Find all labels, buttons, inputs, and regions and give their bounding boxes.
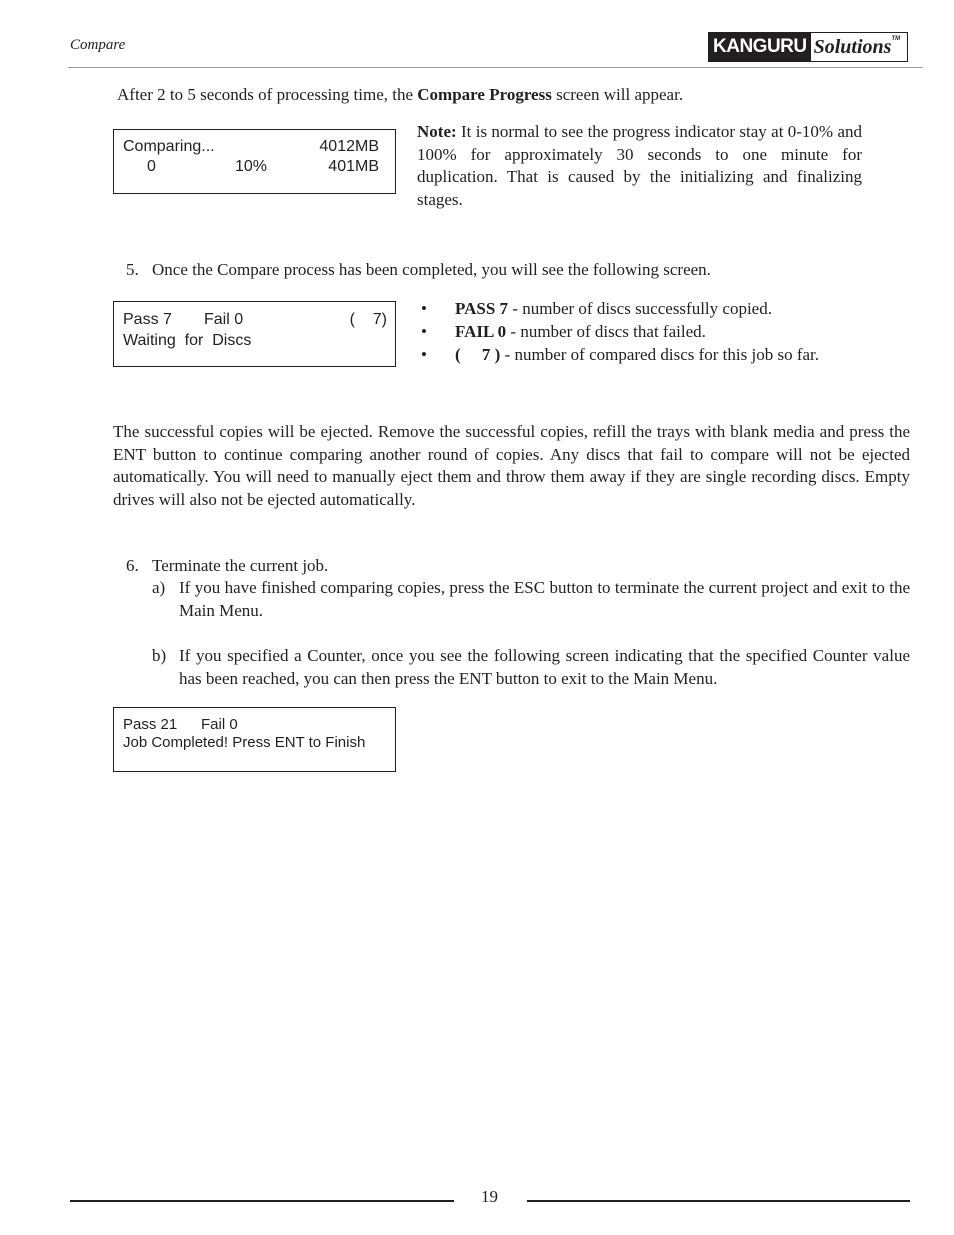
step-6b-text: If you specified a Counter, once you see the following screen indicating that the specified Counter value has been reached, you can then press the ENT button to exit to the Main Menu.: [179, 646, 910, 688]
bullet-bold: PASS 7: [455, 299, 509, 318]
intro-before: After 2 to 5 seconds of processing time, the: [117, 85, 418, 104]
bullet-bold: FAIL 0: [455, 322, 507, 341]
bullet-text: - number of compared discs for this job so far.: [500, 345, 820, 364]
lcd-pass-count: Pass 7: [123, 311, 172, 328]
lcd-waiting-message: Waiting for Discs: [123, 332, 252, 349]
lcd-job-completed: [113, 707, 396, 772]
note-paragraph: [417, 121, 862, 211]
lcd-zero: 0: [147, 158, 156, 175]
lcd-total-size: 4012MB: [319, 138, 379, 155]
lcd-done-size: 401MB: [328, 158, 379, 175]
logo-script-text: Solutions: [813, 35, 892, 58]
lcd-fail-count: Fail 0: [204, 311, 244, 328]
bullet-dot: •: [421, 345, 427, 364]
eject-paragraph: The successful copies will be ejected. Remove the successful copies, refill the trays with blank media and press the ENT button to continue comparing another round of copies. Any discs that fail to compare will not be ejected automatically. You will need to manually eject them and throw them away if they are single recording discs. Empty drives will also not be ejected automatically.: [113, 422, 910, 509]
lcd-percent: 10%: [235, 158, 268, 175]
step-6a-text: If you have finished comparing copies, press the ESC button to terminate the current project and exit to the Main Menu.: [179, 578, 910, 620]
intro-text: [117, 84, 683, 107]
logo-script: [811, 33, 907, 61]
bullet-bold: ( 7 ): [455, 345, 501, 364]
bullet-text: - number of discs successfully copied.: [508, 299, 772, 318]
header-divider: [68, 67, 923, 68]
bullet-text: - number of discs that failed.: [506, 322, 706, 341]
kanguru-logo: [708, 32, 908, 62]
lcd-completed-message: Job Completed! Press ENT to Finish: [123, 734, 366, 751]
page-section-title: Compare: [70, 37, 126, 53]
step-5-text: Once the Compare process has been completed, you will see the following screen.: [152, 260, 711, 279]
footer-rule-right: [527, 1200, 910, 1202]
logo-trademark: TM: [891, 36, 901, 42]
footer-rule-left: [70, 1200, 454, 1202]
lcd-compare-progress: [113, 129, 396, 194]
intro-bold: Compare Progress: [417, 85, 552, 104]
lcd-fail-count: Fail 0: [201, 716, 238, 733]
bullet-dot: •: [421, 322, 427, 341]
lcd-pass-count: Pass 21: [123, 716, 178, 733]
lcd-label: Comparing...: [123, 138, 215, 155]
page-number: 19: [481, 1187, 498, 1206]
note-text: It is normal to see the progress indicator stay at 0-10% and 100% for approximately 30 seconds to one minute for duplication. That is caused by the initializing and finalizing stages.: [417, 122, 862, 209]
bullet-dot: •: [421, 299, 427, 318]
lcd-compared-count: ( 7): [349, 311, 387, 328]
intro-after: screen will appear.: [551, 85, 684, 104]
step-6-text: Terminate the current job.: [152, 556, 329, 575]
step-6b-label: b): [152, 646, 167, 665]
step-5-number: 5.: [126, 260, 139, 279]
lcd-compare-result: [113, 301, 396, 367]
logo-wordmark: KANGURU: [709, 33, 811, 61]
step-6-number: 6.: [126, 556, 139, 575]
step-6a-label: a): [152, 578, 166, 597]
note-label: Note:: [417, 122, 457, 141]
